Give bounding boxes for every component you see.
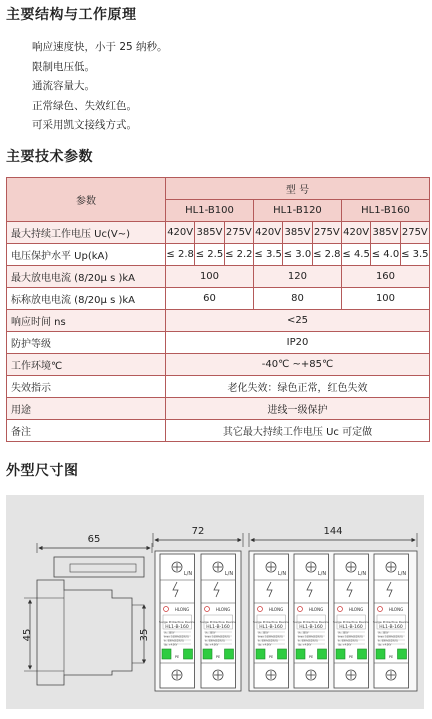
module-spec-line: Uc: 385V	[164, 631, 175, 635]
model-name: HL1-B120	[253, 200, 341, 222]
module-spec-line: Imax: 160KA(8/20US)	[164, 635, 189, 639]
table-cell: ≤ 3.0	[283, 244, 312, 266]
table-cell: 385V	[195, 222, 224, 244]
brand-logo: HLONG	[268, 607, 284, 612]
module-spec-line: Uc: 385V	[205, 631, 216, 635]
table-cell: 其它最大持续工作电压 Uc 可定做	[166, 420, 430, 442]
table-row	[7, 288, 430, 310]
table-cell: 420V	[341, 222, 370, 244]
module-spec-line: Up: ≤4.0KV	[258, 643, 272, 647]
module-spec-line: Up: ≤4.0KV	[378, 643, 392, 647]
dim-height: 45	[22, 628, 33, 642]
module-model: HL1-B-160	[339, 625, 363, 630]
table-cell: 160	[341, 266, 429, 288]
row-label: 响应时间 ns	[7, 310, 166, 332]
pe-label: PE	[215, 655, 221, 659]
row-label: 最大放电电流 (8/20μ s )kA	[7, 266, 166, 288]
ln-label: L/N	[397, 571, 407, 577]
feature-item: 限制电压低。	[32, 60, 95, 73]
module-model: HL1-B-160	[206, 625, 230, 630]
table-cell: 420V	[253, 222, 282, 244]
module-spec-line: Imax: 160KA(8/20US)	[378, 635, 403, 639]
front-view-2p	[153, 533, 243, 691]
module-model: HL1-B-160	[259, 625, 283, 630]
module-spec-line: In: 80KA(8/20US)	[164, 639, 184, 643]
table-cell: ≤ 4.0	[371, 244, 400, 266]
table-cell: 275V	[224, 222, 253, 244]
table-cell: 80	[253, 288, 341, 310]
pe-label: PE	[308, 655, 314, 659]
ln-label: L/N	[357, 571, 367, 577]
feature-item: 响应速度快，小于 25 纳秒。	[32, 41, 168, 53]
brand-logo: HLONG	[215, 607, 231, 612]
module-model: HL1-B-160	[165, 625, 189, 630]
module-spec-line: Imax: 160KA(8/20US)	[205, 635, 230, 639]
row-label: 用途	[7, 398, 166, 420]
module-spec-line: Uc: 385V	[298, 631, 309, 635]
table-cell: 100	[341, 288, 429, 310]
ln-label: L/N	[183, 571, 193, 577]
table-cell: ≤ 4.5	[341, 244, 370, 266]
table-cell: -40℃ ~+85℃	[166, 354, 430, 376]
table-row	[7, 222, 430, 244]
table-cell: 385V	[283, 222, 312, 244]
table-cell: 进线一级保护	[166, 398, 430, 420]
front-view-4p	[249, 533, 417, 691]
pe-label: PE	[174, 655, 180, 659]
pe-label: PE	[348, 655, 354, 659]
dim-width-4p: 144	[323, 526, 343, 537]
table-cell: 385V	[371, 222, 400, 244]
pe-label: PE	[268, 655, 274, 659]
device-description: Surge Protective Device	[159, 620, 195, 624]
table-cell: 420V	[166, 222, 195, 244]
table-row	[7, 376, 430, 398]
feature-item: 正常绿色、失效红色。	[32, 99, 137, 112]
param-header: 参数	[7, 178, 166, 222]
table-cell: ≤ 2.8	[166, 244, 195, 266]
table-cell: 100	[166, 266, 254, 288]
model-name: HL1-B100	[166, 200, 254, 222]
module-spec-line: In: 80KA(8/20US)	[378, 639, 398, 643]
module-spec-line: In: 80KA(8/20US)	[258, 639, 278, 643]
dim-width-2p: 72	[191, 526, 205, 537]
table-cell: IP20	[166, 332, 430, 354]
feature-list	[32, 38, 168, 136]
ln-label: L/N	[277, 571, 287, 577]
module-spec-line: In: 80KA(8/20US)	[205, 639, 225, 643]
brand-logo: HLONG	[348, 607, 364, 612]
module-model: HL1-B-160	[299, 625, 323, 630]
pe-label: PE	[388, 655, 394, 659]
device-description: Surge Protective Device	[373, 620, 409, 624]
table-cell: ≤ 2.2	[224, 244, 253, 266]
table-row	[7, 310, 430, 332]
module-spec-line: Imax: 160KA(8/20US)	[338, 635, 363, 639]
device-description: Surge Protective Device	[253, 620, 289, 624]
device-description: Surge Protective Device	[293, 620, 329, 624]
module-spec-line: In: 80KA(8/20US)	[338, 639, 358, 643]
device-description: Surge Protective Device	[333, 620, 369, 624]
row-label: 备注	[7, 420, 166, 442]
brand-logo: HLONG	[388, 607, 404, 612]
table-row	[7, 354, 430, 376]
table-cell: 275V	[312, 222, 341, 244]
module-spec-line: Up: ≤4.0KV	[205, 643, 219, 647]
structure-section-title: 主要结构与工作原理	[6, 7, 137, 23]
table-row	[7, 398, 430, 420]
module-spec-line: Up: ≤4.0KV	[338, 643, 352, 647]
module-spec-line: Imax: 160KA(8/20US)	[258, 635, 283, 639]
table-cell: 老化失效：绿色正常，红色失效	[166, 376, 430, 398]
table-cell: 120	[253, 266, 341, 288]
table-row	[7, 266, 430, 288]
module-spec-line: Imax: 160KA(8/20US)	[298, 635, 323, 639]
row-label: 失效指示	[7, 376, 166, 398]
table-row	[7, 332, 430, 354]
table-row	[7, 420, 430, 442]
module-spec-line: Up: ≤4.0KV	[164, 643, 178, 647]
model-name: HL1-B160	[341, 200, 429, 222]
dimension-section-title: 外型尺寸图	[6, 463, 79, 479]
brand-logo: HLONG	[174, 607, 190, 612]
row-label: 标称放电电流 (8/20μ s )kA	[7, 288, 166, 310]
ln-label: L/N	[317, 571, 327, 577]
table-cell: ≤ 3.5	[400, 244, 429, 266]
feature-item: 通流容量大。	[32, 80, 95, 92]
table-cell: ≤ 2.5	[195, 244, 224, 266]
table-cell: 60	[166, 288, 254, 310]
row-label: 最大持续工作电压 Uc(V~)	[7, 222, 166, 244]
module-spec-line: Uc: 385V	[378, 631, 389, 635]
dim-depth: 65	[87, 534, 101, 545]
table-cell: ≤ 2.8	[312, 244, 341, 266]
module-spec-line: In: 80KA(8/20US)	[298, 639, 318, 643]
spec-section-title: 主要技术参数	[6, 149, 93, 165]
table-cell: 275V	[400, 222, 429, 244]
table-cell: ≤ 3.5	[253, 244, 282, 266]
device-description: Surge Protective Device	[200, 620, 236, 624]
brand-logo: HLONG	[308, 607, 324, 612]
table-row	[7, 244, 430, 266]
row-label: 防护等级	[7, 332, 166, 354]
table-cell: <25	[166, 310, 430, 332]
module-model: HL1-B-160	[379, 625, 403, 630]
row-label: 工作环境℃	[7, 354, 166, 376]
row-label: 电压保护水平 Up(kA)	[7, 244, 166, 266]
ln-label: L/N	[224, 571, 234, 577]
model-header: 型 号	[166, 178, 430, 200]
module-spec-line: Up: ≤4.0KV	[298, 643, 312, 647]
feature-item: 可采用凯文接线方式。	[32, 119, 137, 131]
dim-inner: 35	[139, 628, 150, 642]
module-spec-line: Uc: 385V	[258, 631, 269, 635]
side-view	[24, 543, 152, 685]
dimension-drawing	[6, 495, 424, 709]
spec-table	[6, 177, 430, 442]
module-spec-line: Uc: 385V	[338, 631, 349, 635]
